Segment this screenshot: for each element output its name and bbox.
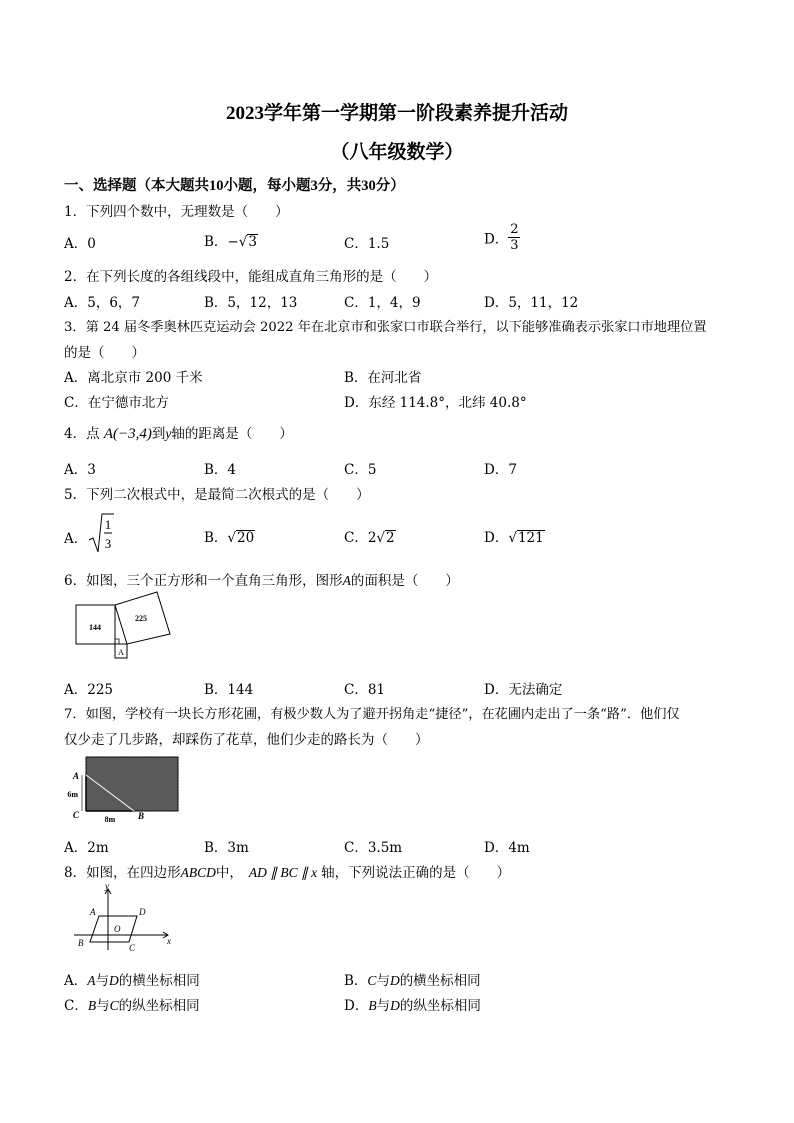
q3-stem-line1: 3．第 24 届冬季奥林匹克运动会 2022 年在北京市和张家口市联合举行，以下能够准确表示张家口市地理位置 — [64, 320, 707, 335]
q2-option-b: B．5，12，13 — [204, 295, 298, 311]
q5-option-c: C．2√2 — [344, 530, 395, 546]
q8-option-a: A．A与D的横坐标相同 — [64, 973, 200, 989]
q5-a-denominator: 3 — [104, 536, 112, 551]
q3-option-c: C．在宁德市北方 — [64, 395, 169, 411]
q1-option-b: B．−√3 — [204, 234, 257, 250]
q5-option-b: B．√20 — [204, 530, 255, 546]
q3-option-d: D．东经 114.8°，北纬 40.8° — [344, 395, 527, 411]
q6-option-b: B．144 — [204, 682, 254, 698]
q3-stem-line2: 的是（ ） — [64, 345, 145, 361]
q7-label-8m: 8m — [104, 815, 116, 824]
q4-stem: 4．点 A(−3,4)到y轴的距离是（ ） — [64, 426, 293, 442]
q8-stem: 8．如图，在四边形ABCD中， AD ∥ BC ∥ x 轴，下列说法正确的是（ ） — [64, 865, 511, 881]
q8-option-c: C．B与C的纵坐标相同 — [64, 998, 200, 1014]
q7-option-b: B．3m — [204, 840, 249, 856]
q7-label-a: A — [72, 771, 79, 781]
q6-option-d: D．无法确定 — [484, 682, 563, 698]
q4-option-b: B．4 — [204, 462, 237, 478]
q8-axis-x-label: x — [167, 936, 171, 946]
q5-a-numerator: 1 — [104, 517, 112, 532]
section-heading: 一、选择题（本大题共10小题，每小题3分，共30分） — [64, 178, 405, 194]
q2-option-a: A．5，6，7 — [64, 295, 141, 311]
q4-option-a: A．3 — [64, 462, 96, 478]
q7-figure — [66, 755, 182, 823]
q8-point-d: D — [139, 907, 146, 917]
q2-option-d: D．5，11，12 — [484, 295, 579, 311]
q6-figure — [70, 590, 180, 666]
q8-figure — [70, 881, 178, 954]
q7-option-c: C．3.5m — [344, 840, 403, 856]
q8-axis-y-label: y — [105, 881, 109, 891]
q1-option-a: A．0 — [64, 236, 96, 252]
q7-option-a: A．2m — [64, 840, 109, 856]
q7-label-b: B — [138, 811, 145, 821]
q7-label-6m: 6m — [67, 790, 78, 799]
q5-option-a-radical — [88, 512, 114, 556]
q1-stem: 1．下列四个数中，无理数是（ ） — [64, 204, 289, 220]
q5-stem: 5．下列二次根式中，是最简二次根式的是（ ） — [64, 487, 370, 503]
q5-option-a-label: A． — [64, 531, 88, 547]
q2-option-c: C．1，4，9 — [344, 295, 421, 311]
q6-option-c: C．81 — [344, 682, 386, 698]
q2-stem: 2．在下列长度的各组线段中，能组成直角三角形的是（ ） — [64, 269, 438, 285]
q6-square-225-label: 225 — [135, 614, 147, 623]
q8-point-c: C — [129, 943, 136, 953]
q6-square-144-label: 144 — [89, 623, 101, 632]
q4-option-d: D．7 — [484, 462, 517, 478]
q8-option-b: B．C与D的横坐标相同 — [344, 973, 481, 989]
q8-origin-o: O — [114, 924, 121, 934]
q7-label-c: C — [72, 810, 79, 820]
q8-point-b: B — [78, 938, 84, 948]
page-title: 2023学年第一学期第一阶段素养提升活动 — [225, 103, 568, 124]
q8-option-d: D．B与D的纵坐标相同 — [344, 998, 481, 1014]
page-subtitle: （八年级数学） — [330, 142, 464, 163]
q8-point-a: A — [90, 907, 96, 917]
q1-option-c: C．1.5 — [344, 236, 390, 252]
q4-option-c: C．5 — [344, 462, 377, 478]
q6-option-a: A．225 — [64, 682, 114, 698]
q7-stem-line2: 仅少走了几步路，却踩伤了花草，他们少走的路长为（ ） — [64, 732, 429, 748]
q7-stem-line1: 7．如图，学校有一块长方形花圃，有极少数人为了避开拐角走“捷径”，在花圃内走出了一条“路”．他们仅 — [64, 707, 680, 722]
q5-option-d: D．√121 — [484, 530, 544, 546]
q3-option-a: A．离北京市 200 千米 — [64, 370, 203, 386]
q7-option-d: D．4m — [484, 840, 530, 856]
q3-option-b: B．在河北省 — [344, 370, 422, 386]
q6-square-a-label: A — [118, 648, 124, 657]
q1-option-d: D． $\frac{2}{3}$ — [484, 222, 519, 253]
q6-stem: 6．如图，三个正方形和一个直角三角形，图形A的面积是（ ） — [64, 573, 459, 589]
